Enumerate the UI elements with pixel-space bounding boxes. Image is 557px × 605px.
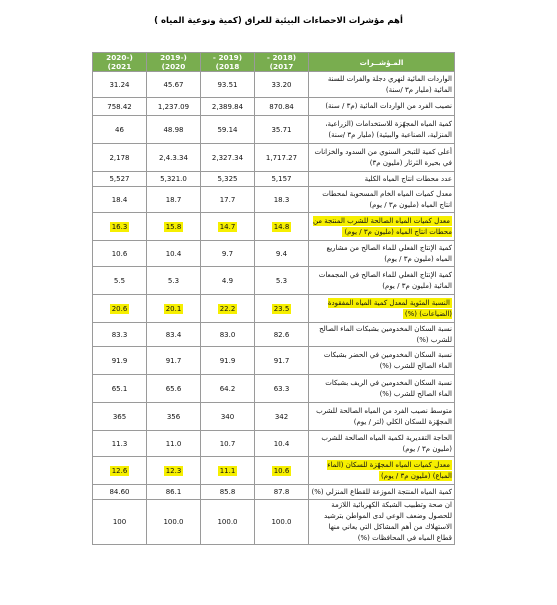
- value-cell-2017-2018: [255, 295, 309, 323]
- value-cell-2018-2019: [201, 213, 255, 241]
- value-cell-2018-2019: [201, 116, 255, 144]
- table-body: [93, 72, 455, 545]
- value-text: 63.3: [273, 384, 290, 393]
- value-text: 64.2: [219, 384, 236, 393]
- indicator-label: ان صحة وتطبيب الشبكة الكهربائية اللازمة للحصول وضعف الوعي لدى المواطن بترشيد الاستهلاك من أهم المشاكل التي يعاني منها قطاع المياه في المحافظات (%): [324, 501, 452, 542]
- value-cell-2017-2018: [255, 323, 309, 347]
- value-text: 2,178: [109, 153, 130, 162]
- value-cell-2020-2021: [93, 431, 147, 457]
- indicator-label: نصيب الفرد من الواردات المائية (م٣ / سنة): [325, 102, 452, 110]
- value-cell-2020-2021: [93, 457, 147, 485]
- indicator-label: معدل كميات المياه المجهّزة للسكان (الماء المباع) (مليون م٣ / يوم): [327, 460, 452, 480]
- indicator-label: عدد محطات انتاج المياه الكلية: [364, 174, 452, 183]
- value-text: 758.42: [107, 102, 132, 111]
- indicator-cell: [309, 98, 455, 116]
- value-cell-2018-2019: [201, 187, 255, 213]
- value-cell-2017-2018: [255, 72, 309, 98]
- value-cell-2018-2019: [201, 144, 255, 172]
- header-2020-2021: (2020-2021): [93, 53, 147, 72]
- value-cell-2020-2021: [93, 172, 147, 187]
- value-text: 12.3: [165, 466, 182, 475]
- value-cell-2017-2018: [255, 172, 309, 187]
- value-cell-2019-2020: [147, 457, 201, 485]
- value-cell-2017-2018: [255, 347, 309, 375]
- value-text: 342: [274, 412, 289, 421]
- value-text: 84.60: [109, 488, 130, 496]
- value-cell-2019-2020: [147, 431, 201, 457]
- table-row: [93, 187, 455, 213]
- table-row: [93, 172, 455, 187]
- value-text: 9.7: [221, 249, 234, 258]
- value-cell-2020-2021: [93, 213, 147, 241]
- value-cell-2019-2020: [147, 116, 201, 144]
- table-header-row: [93, 53, 455, 72]
- indicator-cell: [309, 323, 455, 347]
- indicator-cell: [309, 403, 455, 431]
- value-cell-2017-2018: [255, 403, 309, 431]
- value-cell-2019-2020: [147, 172, 201, 187]
- value-cell-2017-2018: [255, 375, 309, 403]
- table-row: [93, 116, 455, 144]
- value-cell-2020-2021: [93, 98, 147, 116]
- value-cell-2020-2021: [93, 485, 147, 500]
- value-cell-2020-2021: [93, 323, 147, 347]
- value-cell-2019-2020: [147, 213, 201, 241]
- value-cell-2019-2020: [147, 403, 201, 431]
- value-text: 9.4: [275, 249, 288, 258]
- value-text: 82.6: [273, 330, 290, 339]
- table-row: [93, 500, 455, 545]
- value-text: 10.4: [273, 439, 290, 448]
- value-text: 33.20: [271, 80, 292, 89]
- value-text: 65.6: [165, 384, 182, 393]
- value-cell-2020-2021: [93, 116, 147, 144]
- value-cell-2020-2021: [93, 72, 147, 98]
- value-text: 15.8: [165, 222, 182, 231]
- value-text: 5,321.0: [160, 175, 187, 183]
- value-cell-2018-2019: [201, 500, 255, 545]
- value-cell-2020-2021: [93, 144, 147, 172]
- indicator-cell: [309, 187, 455, 213]
- indicator-label: كمية المياه المجهّزة للاستخدامات (الزراعية، المنزلية، الصناعية والبيئية) (مليار م٣ /سنة): [325, 119, 452, 139]
- value-cell-2019-2020: [147, 485, 201, 500]
- header-indicator: المـؤشــرات: [309, 53, 455, 72]
- value-text: 86.1: [165, 488, 182, 496]
- value-text: 23.5: [273, 304, 290, 313]
- indicator-cell: [309, 347, 455, 375]
- value-text: 31.24: [109, 80, 130, 89]
- indicator-label: معدل كميات المياه الخام المسحوبة لمحطات انتاج المياه (مليون م٣ / يوم): [322, 189, 452, 209]
- indicator-cell: [309, 295, 455, 323]
- indicator-label: الحاجة التقديرية لكمية المياه الصالحة للشرب (مليون م٣ / يوم): [321, 433, 452, 453]
- indicator-label: كمية المياه المنتجة الموزعة للقطاع المنزلي (%): [311, 487, 452, 496]
- value-cell-2019-2020: [147, 241, 201, 267]
- value-text: 11.0: [165, 439, 182, 448]
- value-text: 18.7: [165, 195, 182, 204]
- value-text: 91.7: [165, 356, 182, 365]
- value-text: 1,717.27: [265, 153, 298, 162]
- value-cell-2017-2018: [255, 98, 309, 116]
- water-indicators-table: [92, 52, 455, 545]
- indicator-label: نسبة السكان المخدومين في الريف بشبكات الماء الصالح للشرب (%): [325, 378, 452, 398]
- value-text: 5,527: [109, 175, 130, 183]
- value-text: 93.51: [217, 80, 238, 89]
- table-row: [93, 144, 455, 172]
- value-text: 17.7: [219, 195, 236, 204]
- value-text: 91.9: [219, 356, 236, 365]
- indicator-cell: [309, 116, 455, 144]
- value-text: 4.9: [221, 276, 234, 285]
- indicator-cell: [309, 500, 455, 545]
- value-cell-2020-2021: [93, 267, 147, 295]
- table-row: [93, 98, 455, 116]
- value-text: 10.6: [111, 249, 128, 258]
- table-row: [93, 72, 455, 98]
- value-text: 65.1: [111, 384, 128, 393]
- indicator-label: متوسط نصيب الفرد من المياه الصالحة للشرب المجهّزة للسكان الكلي (لتر / يوم): [316, 406, 452, 426]
- document-title: أهم مؤشرات الاحصاءات البيئية للعراق (كمية ونوعية المياه ): [154, 16, 403, 26]
- table-row: [93, 485, 455, 500]
- value-text: 91.7: [273, 356, 290, 365]
- value-text: 45.67: [163, 80, 184, 89]
- table-row: [93, 213, 455, 241]
- value-cell-2020-2021: [93, 295, 147, 323]
- table-row: [93, 267, 455, 295]
- indicator-cell: [309, 172, 455, 187]
- value-cell-2019-2020: [147, 144, 201, 172]
- value-cell-2018-2019: [201, 485, 255, 500]
- value-cell-2019-2020: [147, 500, 201, 545]
- table-row: [93, 403, 455, 431]
- table-row: [93, 347, 455, 375]
- indicator-cell: [309, 241, 455, 267]
- indicator-cell: [309, 375, 455, 403]
- value-cell-2020-2021: [93, 347, 147, 375]
- value-text: 83.4: [165, 330, 182, 339]
- value-text: 85.8: [219, 488, 236, 496]
- indicator-cell: [309, 457, 455, 485]
- value-cell-2017-2018: [255, 187, 309, 213]
- value-text: 1,237.09: [157, 102, 190, 111]
- value-cell-2019-2020: [147, 72, 201, 98]
- value-text: 2,327.34: [211, 153, 244, 162]
- value-cell-2018-2019: [201, 72, 255, 98]
- value-cell-2017-2018: [255, 267, 309, 295]
- value-text: 59.14: [217, 125, 238, 134]
- value-text: 10.6: [273, 466, 290, 475]
- table-row: [93, 431, 455, 457]
- value-cell-2018-2019: [201, 457, 255, 485]
- value-cell-2018-2019: [201, 403, 255, 431]
- indicator-label: الواردات المائية لنهري دجلة والفرات للسنة المائية (مليار م٣ /سنة): [327, 74, 452, 94]
- value-text: 340: [220, 412, 235, 421]
- indicator-cell: [309, 144, 455, 172]
- value-text: 100: [112, 518, 127, 526]
- value-text: 12.6: [111, 466, 128, 475]
- value-text: 83.0: [219, 330, 236, 339]
- value-text: 10.7: [219, 439, 236, 448]
- value-cell-2017-2018: [255, 457, 309, 485]
- value-cell-2018-2019: [201, 431, 255, 457]
- value-text: 22.2: [219, 304, 236, 313]
- indicator-label: معدل كميات المياه الصالحة للشرب المنتجة من محطات انتاج المياه (مليون م٣ / يوم): [312, 216, 452, 236]
- value-cell-2017-2018: [255, 241, 309, 267]
- indicator-cell: [309, 267, 455, 295]
- value-text: 11.3: [111, 439, 128, 448]
- value-cell-2018-2019: [201, 375, 255, 403]
- value-text: 5.3: [167, 276, 180, 285]
- value-text: 11.1: [219, 466, 236, 475]
- value-text: 14.8: [273, 222, 290, 231]
- value-text: 46: [115, 125, 124, 134]
- header-2018-2019: (2019 - 2018): [201, 53, 255, 72]
- table-row: [93, 295, 455, 323]
- header-2017-2018: (2018 - 2017): [255, 53, 309, 72]
- value-cell-2018-2019: [201, 172, 255, 187]
- value-cell-2019-2020: [147, 98, 201, 116]
- table-row: [93, 457, 455, 485]
- value-text: 100.0: [271, 518, 292, 526]
- value-cell-2020-2021: [93, 241, 147, 267]
- indicator-label: نسبة السكان المخدومين بشبكات الماء الصالح للشرب (%): [319, 324, 452, 344]
- value-cell-2020-2021: [93, 500, 147, 545]
- table-row: [93, 241, 455, 267]
- value-text: 365: [112, 412, 127, 421]
- value-text: 20.6: [111, 304, 128, 313]
- value-cell-2017-2018: [255, 116, 309, 144]
- value-text: 356: [166, 412, 181, 421]
- value-text: 14.7: [219, 222, 236, 231]
- indicator-cell: [309, 213, 455, 241]
- value-cell-2019-2020: [147, 347, 201, 375]
- value-cell-2017-2018: [255, 500, 309, 545]
- value-text: 20.1: [165, 304, 182, 313]
- value-cell-2019-2020: [147, 375, 201, 403]
- value-text: 18.3: [273, 195, 290, 204]
- value-text: 18.4: [111, 195, 128, 204]
- indicator-label: كمية الإنتاج الفعلي للماء الصالح من مشاريع المياه (مليون م٣ / يوم): [326, 243, 452, 263]
- value-cell-2018-2019: [201, 267, 255, 295]
- value-cell-2018-2019: [201, 241, 255, 267]
- indicator-cell: [309, 431, 455, 457]
- indicator-label: كمية الإنتاج الفعلي للماء الصالح في المجمعات المائية (مليون م٣ / يوم): [318, 270, 452, 290]
- value-cell-2020-2021: [93, 375, 147, 403]
- value-text: 5.5: [113, 276, 126, 285]
- header-2019-2020: (2019-2020): [147, 53, 201, 72]
- value-text: 2,389.84: [211, 102, 244, 111]
- indicator-label: نسبة السكان المخدومين في الحضر بشبكات الماء الصالح للشرب (%): [323, 350, 452, 370]
- indicator-cell: [309, 72, 455, 98]
- value-text: 83.3: [111, 330, 128, 339]
- value-text: 35.71: [271, 125, 292, 134]
- indicator-cell: [309, 485, 455, 500]
- value-text: 870.84: [269, 102, 294, 111]
- value-cell-2018-2019: [201, 347, 255, 375]
- value-text: 16.3: [111, 222, 128, 231]
- value-text: 5,157: [271, 175, 292, 183]
- value-text: 2,4.3.34: [159, 153, 188, 162]
- value-cell-2018-2019: [201, 98, 255, 116]
- indicator-label: النسبة المئوية لمعدل كمية المياه المفقودة (الضياعات) (%): [327, 298, 452, 318]
- value-text: 10.4: [165, 249, 182, 258]
- value-cell-2020-2021: [93, 187, 147, 213]
- value-cell-2017-2018: [255, 144, 309, 172]
- value-text: 100.0: [217, 518, 238, 526]
- value-text: 5,325: [217, 175, 238, 183]
- value-cell-2017-2018: [255, 431, 309, 457]
- value-text: 48.98: [163, 125, 184, 134]
- value-cell-2017-2018: [255, 213, 309, 241]
- table-row: [93, 323, 455, 347]
- value-text: 5.3: [275, 276, 288, 285]
- value-cell-2019-2020: [147, 267, 201, 295]
- value-cell-2019-2020: [147, 187, 201, 213]
- table-row: [93, 375, 455, 403]
- value-cell-2019-2020: [147, 323, 201, 347]
- value-cell-2018-2019: [201, 295, 255, 323]
- value-cell-2020-2021: [93, 403, 147, 431]
- value-cell-2018-2019: [201, 323, 255, 347]
- indicator-label: أعلى كمية للتبخر السنوي من السدود والخزانات في بحيرة الثرثار (مليون م٣): [314, 147, 452, 167]
- value-text: 100.0: [163, 518, 184, 526]
- value-text: 87.8: [273, 488, 290, 496]
- value-cell-2019-2020: [147, 295, 201, 323]
- value-text: 91.9: [111, 356, 128, 365]
- value-cell-2017-2018: [255, 485, 309, 500]
